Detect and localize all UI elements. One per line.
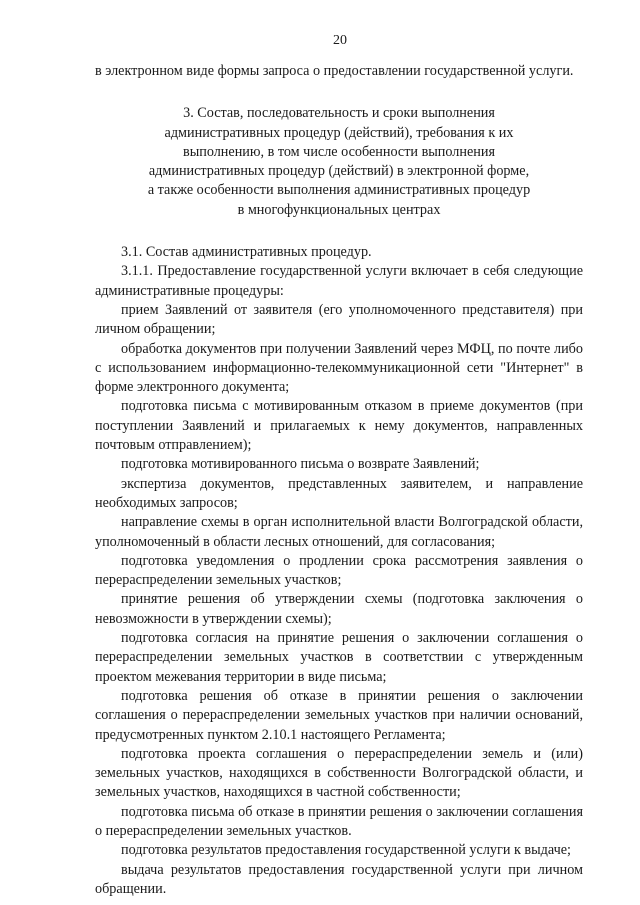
paragraph: подготовка мотивированного письма о возврате Заявлений; [121, 456, 480, 473]
paragraph: принятие решения об утверждении схемы (подготовка заключения о невозможности в утверждении схемы); [95, 591, 583, 627]
section-heading [95, 104, 583, 220]
paragraph: обработка документов при получении Заявлений через МФЦ, по почте либо с использованием информационно-телекоммуникационной сети "Интернет" в форме электронного документа; [95, 340, 583, 396]
heading-line: в многофункциональных центрах [237, 201, 441, 218]
paragraph: подготовка уведомления о продлении срока рассмотрения заявления о перераспределении земельных участков; [95, 552, 583, 589]
paragraph: подготовка решения об отказе в принятии решения о заключении соглашения о перераспределении земельных участков при наличии оснований, предусмотренных пунктом 2.10.1 настоящего Регламента; [95, 687, 583, 743]
paragraph: 3.1.1. Предоставление государственной услуги включает в себя следующие административные процедуры: [95, 263, 583, 299]
paragraph: подготовка проекта соглашения о перераспределении земель и (или) земельных участков, находящихся в собственности Волгоградской области, и земельных участков, находящихся в частной собственности; [95, 745, 583, 801]
paragraph: подготовка письма об отказе в принятии решения о заключении соглашения о перераспределении земельных участков. [95, 803, 583, 839]
heading-line: а также особенности выполнения административных процедур [147, 182, 531, 199]
paragraph: подготовка результатов предоставления государственной услуги к выдаче; [121, 842, 571, 859]
intro-paragraph: в электронном виде формы запроса о предоставлении государственной услуги. [95, 63, 574, 79]
page-number: 20 [333, 33, 347, 48]
paragraph: выдача результатов предоставления государственной услуги при личном обращении. [95, 861, 583, 897]
paragraph: направление схемы в орган исполнительной власти Волгоградской области, уполномоченный в области лесных отношений, для согласования; [95, 514, 583, 550]
heading-line: 3. Состав, последовательность и сроки выполнения [183, 105, 495, 122]
paragraph: прием Заявлений от заявителя (его уполномоченного представителя) при личном обращении; [95, 301, 583, 338]
document-body [95, 62, 583, 899]
heading-line: административных процедур (действий) в электронной форме, [148, 163, 530, 180]
paragraph: экспертиза документов, представленных заявителем, и направление необходимых запросов; [95, 475, 583, 511]
heading-line: выполнению, в том числе особенности выполнения [183, 143, 495, 160]
subsection-title: 3.1. Состав административных процедур. [121, 244, 372, 261]
paragraph: подготовка согласия на принятие решения о заключении соглашения о перераспределении земельных участков в соответствии с утвержденным проектом межевания территории в виде письма; [95, 630, 583, 685]
heading-line: административных процедур (действий), требования к их [164, 124, 514, 141]
paragraph: подготовка письма с мотивированным отказом в приеме документов (при поступлении Заявлений и прилагаемых к нему документов, направленных почтовым отправлением); [95, 398, 583, 454]
